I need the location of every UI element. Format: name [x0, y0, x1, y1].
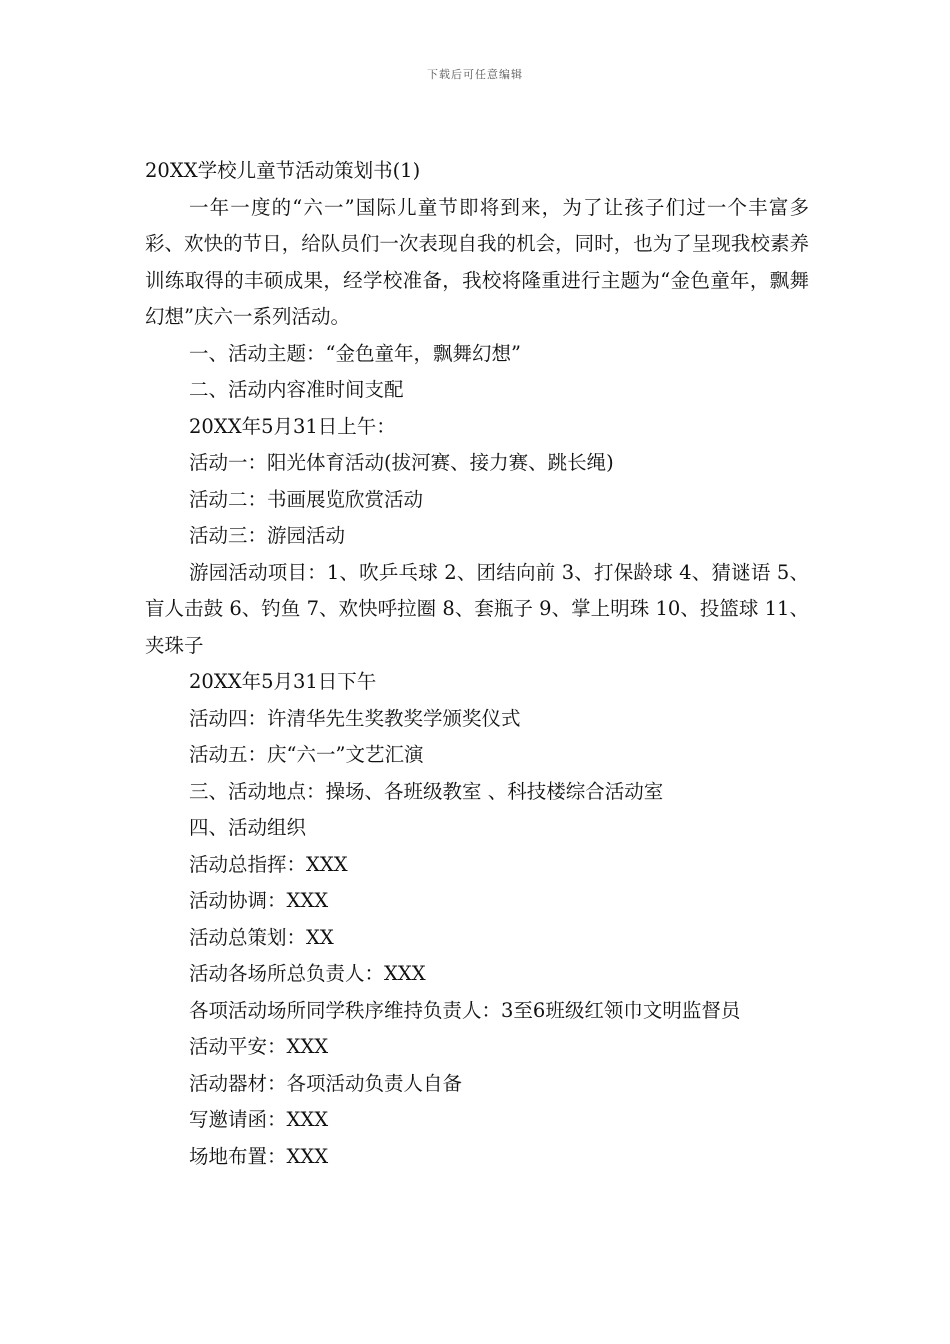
paragraph-morning-date: 20XX年5月31日上午： — [189, 414, 396, 438]
paragraph-venue-leads: 活动各场所总负责人：XXX — [189, 962, 426, 985]
paragraph-afternoon-date: 20XX年5月31日下午 — [189, 670, 377, 693]
paragraph-garden-items: 游园活动项目：1、吹乒乓球 2、团结向前 3、打保龄球 4、猜谜语 5、盲人击鼓 6、钓鱼 7、欢快呼拉圈 8、套瓶子 9、掌上明珠 10、投篮球 11、夹珠子 — [145, 560, 809, 657]
header-note: 下载后可任意编辑 — [427, 68, 523, 81]
paragraph-intro: 一年一度的“六一”国际儿童节即将到来，为了让孩子们过一个丰富多彩、欢快的节日，给队员们一次表现自我的机会，同时，也为了呈现我校素养训练取得的丰硕成果，经学校准备，我校将隆重进行主题为“金色童年，飘舞幻想”庆六一系列活动。 — [145, 195, 809, 328]
paragraph-activity-1: 活动一：阳光体育活动(拔河赛、接力赛、跳长绳) — [189, 451, 614, 474]
paragraph-venue-setup: 场地布置：XXX — [189, 1144, 329, 1168]
paragraph-invitations: 写邀请函：XXX — [189, 1108, 329, 1131]
paragraph-order-leads: 各项活动场所同学秩序维持负责人：3至6班级红领巾文明监督员 — [189, 998, 741, 1022]
paragraph-activity-5: 活动五：庆“六一”文艺汇演 — [189, 743, 424, 766]
paragraph-safety: 活动平安：XXX — [189, 1035, 329, 1058]
document-body — [145, 153, 809, 1175]
document-title: 20XX学校儿童节活动策划书(1) — [145, 159, 421, 182]
paragraph-planner: 活动总策划：XX — [189, 925, 334, 949]
paragraph-commander: 活动总指挥：XXX — [189, 852, 348, 876]
paragraph-coordinator: 活动协调：XXX — [189, 889, 329, 912]
paragraph-equipment: 活动器材：各项活动负责人自备 — [189, 1071, 463, 1095]
paragraph-organization-heading: 四、活动组织 — [189, 816, 307, 839]
paragraph-activity-4: 活动四：许清华先生奖教奖学颁奖仪式 — [189, 706, 521, 730]
paragraph-schedule-heading: 二、活动内容准时间支配 — [189, 378, 404, 401]
paragraph-location: 三、活动地点：操场、各班级教室 、科技楼综合活动室 — [189, 779, 664, 803]
paragraph-activity-2: 活动二：书画展览欣赏活动 — [189, 487, 424, 511]
paragraph-activity-3: 活动三：游园活动 — [189, 524, 346, 547]
paragraph-theme: 一、活动主题：“金色童年，飘舞幻想” — [189, 341, 521, 365]
